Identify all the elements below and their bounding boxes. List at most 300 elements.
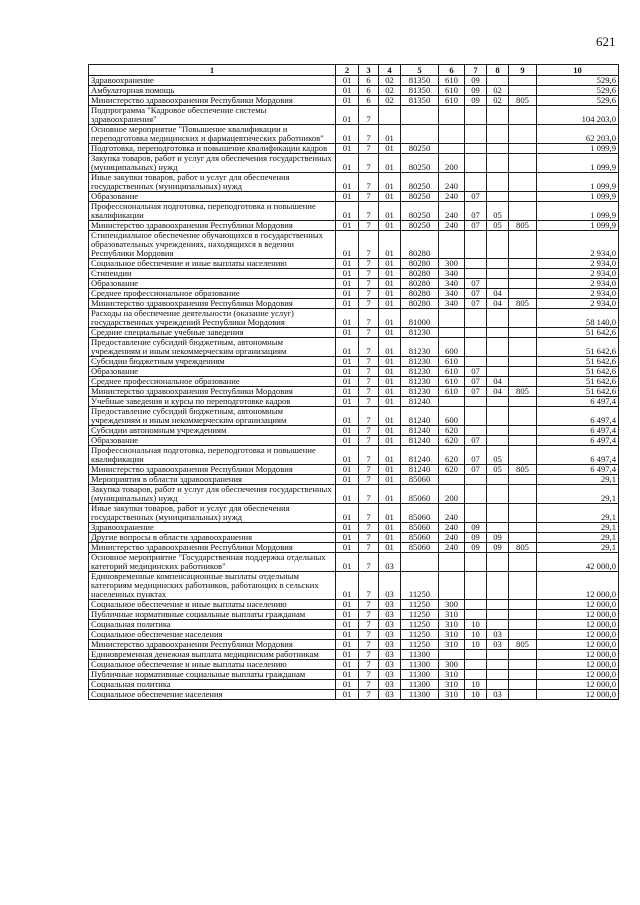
code-cell xyxy=(487,309,509,328)
code-cell: 01 xyxy=(336,426,359,436)
code-cell: 01 xyxy=(379,533,401,543)
item-name-cell: Министерство здравоохранения Республики Мордовия xyxy=(89,387,336,397)
code-cell: 805 xyxy=(509,96,537,106)
code-cell: 310 xyxy=(439,640,465,650)
table-row xyxy=(89,543,619,553)
code-cell xyxy=(487,76,509,86)
item-name-cell: Единовременные компенсационные выплаты отдельным категориям медицинских работников, работающих в сельских населенных пунктах xyxy=(89,572,336,600)
header-cell: 6 xyxy=(439,65,465,76)
code-cell: 7 xyxy=(359,553,379,572)
table-row xyxy=(89,690,619,700)
code-cell: 80280 xyxy=(401,259,439,269)
item-name-cell: Иные закупки товаров, работ и услуг для обеспечения государственных (муниципальных) нужд xyxy=(89,504,336,523)
code-cell xyxy=(487,620,509,630)
amount-cell: 29,1 xyxy=(537,504,619,523)
code-cell: 01 xyxy=(379,475,401,485)
code-cell xyxy=(509,192,537,202)
code-cell: 01 xyxy=(336,446,359,465)
code-cell: 240 xyxy=(439,192,465,202)
code-cell xyxy=(509,328,537,338)
item-name-cell: Амбулаторная помощь xyxy=(89,86,336,96)
code-cell xyxy=(509,436,537,446)
amount-cell: 2 934,0 xyxy=(537,269,619,279)
code-cell: 805 xyxy=(509,543,537,553)
code-cell xyxy=(465,259,487,269)
code-cell: 11300 xyxy=(401,670,439,680)
table-row xyxy=(89,523,619,533)
code-cell xyxy=(465,504,487,523)
code-cell: 01 xyxy=(336,144,359,154)
table-row xyxy=(89,600,619,610)
code-cell: 01 xyxy=(336,650,359,660)
code-cell: 01 xyxy=(379,192,401,202)
code-cell: 03 xyxy=(379,650,401,660)
amount-cell: 1 099,9 xyxy=(537,173,619,192)
code-cell: 01 xyxy=(336,154,359,173)
code-cell: 7 xyxy=(359,630,379,640)
table-row xyxy=(89,125,619,144)
code-cell: 200 xyxy=(439,485,465,504)
code-cell: 200 xyxy=(439,154,465,173)
amount-cell: 51 642,6 xyxy=(537,357,619,367)
code-cell: 7 xyxy=(359,192,379,202)
code-cell: 7 xyxy=(359,202,379,221)
amount-cell: 12 000,0 xyxy=(537,630,619,640)
code-cell xyxy=(487,259,509,269)
code-cell xyxy=(439,231,465,259)
code-cell: 85060 xyxy=(401,485,439,504)
table-row xyxy=(89,446,619,465)
item-name-cell: Расходы на обеспечение деятельности (оказание услуг) государственных учреждений Республики Мордовия xyxy=(89,309,336,328)
code-cell: 7 xyxy=(359,620,379,630)
item-name-cell: Социальное обеспечение населения xyxy=(89,690,336,700)
amount-cell: 1 099,9 xyxy=(537,154,619,173)
code-cell: 310 xyxy=(439,610,465,620)
code-cell: 805 xyxy=(509,299,537,309)
code-cell: 01 xyxy=(379,465,401,475)
code-cell: 01 xyxy=(379,154,401,173)
page-number: 621 xyxy=(596,34,616,49)
code-cell: 09 xyxy=(465,543,487,553)
code-cell: 03 xyxy=(379,572,401,600)
table-row xyxy=(89,76,619,86)
item-name-cell: Социальное обеспечение населения xyxy=(89,630,336,640)
code-cell xyxy=(487,485,509,504)
code-cell: 805 xyxy=(509,221,537,231)
code-cell: 620 xyxy=(439,446,465,465)
table-row xyxy=(89,680,619,690)
code-cell: 01 xyxy=(336,328,359,338)
code-cell xyxy=(509,269,537,279)
code-cell: 81240 xyxy=(401,397,439,407)
code-cell xyxy=(509,630,537,640)
code-cell: 01 xyxy=(379,377,401,387)
code-cell: 81230 xyxy=(401,328,439,338)
code-cell: 240 xyxy=(439,173,465,192)
table-row xyxy=(89,154,619,173)
table-row xyxy=(89,357,619,367)
code-cell: 80250 xyxy=(401,192,439,202)
code-cell: 7 xyxy=(359,299,379,309)
amount-cell: 2 934,0 xyxy=(537,259,619,269)
code-cell xyxy=(487,436,509,446)
code-cell: 340 xyxy=(439,289,465,299)
code-cell: 01 xyxy=(336,690,359,700)
item-name-cell: Предоставление субсидий бюджетным, автономным учреждениям и иным некоммерческим организациям xyxy=(89,407,336,426)
amount-cell: 1 099,9 xyxy=(537,202,619,221)
header-cell: 1 xyxy=(89,65,336,76)
code-cell: 80280 xyxy=(401,231,439,259)
code-cell: 300 xyxy=(439,600,465,610)
code-cell: 02 xyxy=(379,96,401,106)
code-cell xyxy=(487,269,509,279)
amount-cell: 12 000,0 xyxy=(537,572,619,600)
code-cell xyxy=(465,328,487,338)
item-name-cell: Субсидии бюджетным учреждениям xyxy=(89,357,336,367)
code-cell: 7 xyxy=(359,690,379,700)
code-cell: 01 xyxy=(336,387,359,397)
code-cell: 01 xyxy=(379,485,401,504)
amount-cell: 529,6 xyxy=(537,96,619,106)
code-cell: 01 xyxy=(336,543,359,553)
code-cell: 01 xyxy=(336,407,359,426)
code-cell: 11250 xyxy=(401,630,439,640)
code-cell xyxy=(509,446,537,465)
code-cell xyxy=(509,670,537,680)
code-cell xyxy=(509,610,537,620)
code-cell: 81240 xyxy=(401,436,439,446)
item-name-cell: Здравоохранение xyxy=(89,76,336,86)
code-cell: 7 xyxy=(359,259,379,269)
code-cell xyxy=(487,357,509,367)
code-cell: 07 xyxy=(465,387,487,397)
code-cell: 80280 xyxy=(401,269,439,279)
code-cell: 01 xyxy=(379,269,401,279)
item-name-cell: Профессиональная подготовка, переподготовка и повышение квалификации xyxy=(89,202,336,221)
amount-cell: 29,1 xyxy=(537,475,619,485)
code-cell xyxy=(465,650,487,660)
code-cell xyxy=(509,86,537,96)
table-header-row xyxy=(89,65,619,76)
code-cell xyxy=(379,106,401,125)
code-cell xyxy=(465,397,487,407)
code-cell xyxy=(465,357,487,367)
code-cell: 7 xyxy=(359,426,379,436)
code-cell xyxy=(487,475,509,485)
amount-cell: 529,6 xyxy=(537,86,619,96)
amount-cell: 6 497,4 xyxy=(537,407,619,426)
code-cell xyxy=(509,660,537,670)
code-cell: 01 xyxy=(336,299,359,309)
table-row xyxy=(89,660,619,670)
table-row xyxy=(89,367,619,377)
code-cell: 81230 xyxy=(401,338,439,357)
code-cell xyxy=(487,279,509,289)
code-cell: 09 xyxy=(465,96,487,106)
item-name-cell: Учебные заведения и курсы по переподготовке кадров xyxy=(89,397,336,407)
code-cell: 610 xyxy=(439,377,465,387)
amount-cell: 51 642,6 xyxy=(537,328,619,338)
code-cell: 7 xyxy=(359,465,379,475)
code-cell: 03 xyxy=(379,640,401,650)
code-cell xyxy=(465,670,487,680)
table-row xyxy=(89,426,619,436)
code-cell xyxy=(465,106,487,125)
code-cell: 01 xyxy=(336,106,359,125)
code-cell: 01 xyxy=(336,125,359,144)
table-row xyxy=(89,465,619,475)
code-cell: 07 xyxy=(465,377,487,387)
code-cell: 7 xyxy=(359,523,379,533)
code-cell xyxy=(439,572,465,600)
code-cell xyxy=(439,328,465,338)
code-cell: 01 xyxy=(336,504,359,523)
code-cell: 610 xyxy=(439,357,465,367)
table-row xyxy=(89,610,619,620)
table-row xyxy=(89,504,619,523)
item-name-cell: Среднее профессиональное образование xyxy=(89,289,336,299)
table-row xyxy=(89,279,619,289)
code-cell: 7 xyxy=(359,446,379,465)
code-cell xyxy=(509,650,537,660)
code-cell: 01 xyxy=(336,572,359,600)
code-cell: 09 xyxy=(465,76,487,86)
table-row xyxy=(89,289,619,299)
code-cell: 01 xyxy=(379,338,401,357)
code-cell: 85060 xyxy=(401,543,439,553)
code-cell: 81230 xyxy=(401,377,439,387)
code-cell xyxy=(509,289,537,299)
code-cell: 09 xyxy=(465,533,487,543)
code-cell: 6 xyxy=(359,96,379,106)
table-row xyxy=(89,485,619,504)
code-cell: 03 xyxy=(487,690,509,700)
code-cell xyxy=(487,192,509,202)
code-cell: 240 xyxy=(439,523,465,533)
amount-cell: 12 000,0 xyxy=(537,690,619,700)
code-cell: 01 xyxy=(336,279,359,289)
code-cell xyxy=(487,407,509,426)
code-cell xyxy=(465,610,487,620)
code-cell: 80250 xyxy=(401,154,439,173)
item-name-cell: Министерство здравоохранения Республики Мордовия xyxy=(89,299,336,309)
code-cell: 01 xyxy=(379,436,401,446)
code-cell: 07 xyxy=(465,299,487,309)
code-cell: 03 xyxy=(379,600,401,610)
code-cell: 07 xyxy=(465,367,487,377)
code-cell xyxy=(509,154,537,173)
code-cell: 310 xyxy=(439,630,465,640)
code-cell xyxy=(401,553,439,572)
code-cell xyxy=(465,407,487,426)
table-row xyxy=(89,630,619,640)
code-cell: 7 xyxy=(359,504,379,523)
code-cell xyxy=(439,397,465,407)
code-cell xyxy=(487,660,509,670)
code-cell: 805 xyxy=(509,387,537,397)
code-cell: 10 xyxy=(465,680,487,690)
amount-cell: 1 099,9 xyxy=(537,192,619,202)
code-cell: 81230 xyxy=(401,367,439,377)
amount-cell: 6 497,4 xyxy=(537,426,619,436)
code-cell xyxy=(509,533,537,543)
code-cell: 11250 xyxy=(401,572,439,600)
code-cell: 01 xyxy=(336,533,359,543)
header-cell: 2 xyxy=(336,65,359,76)
item-name-cell: Предоставление субсидий бюджетным, автономным учреждениям и иным некоммерческим организациям xyxy=(89,338,336,357)
table-row xyxy=(89,475,619,485)
code-cell xyxy=(509,620,537,630)
code-cell xyxy=(487,338,509,357)
table-row xyxy=(89,407,619,426)
code-cell: 7 xyxy=(359,660,379,670)
table-row xyxy=(89,269,619,279)
code-cell: 7 xyxy=(359,610,379,620)
code-cell xyxy=(509,106,537,125)
code-cell: 07 xyxy=(465,279,487,289)
code-cell: 10 xyxy=(465,640,487,650)
table-row xyxy=(89,620,619,630)
code-cell: 04 xyxy=(487,299,509,309)
item-name-cell: Субсидии автономным учреждениям xyxy=(89,426,336,436)
code-cell xyxy=(465,485,487,504)
code-cell: 80250 xyxy=(401,221,439,231)
code-cell: 07 xyxy=(465,202,487,221)
code-cell xyxy=(487,670,509,680)
code-cell: 01 xyxy=(379,397,401,407)
code-cell: 03 xyxy=(379,690,401,700)
amount-cell: 12 000,0 xyxy=(537,610,619,620)
code-cell: 610 xyxy=(439,367,465,377)
code-cell: 240 xyxy=(439,504,465,523)
code-cell xyxy=(401,125,439,144)
code-cell: 01 xyxy=(336,338,359,357)
code-cell: 03 xyxy=(379,630,401,640)
code-cell: 81000 xyxy=(401,309,439,328)
item-name-cell: Профессиональная подготовка, переподготовка и повышение квалификации xyxy=(89,446,336,465)
amount-cell: 12 000,0 xyxy=(537,620,619,630)
code-cell: 05 xyxy=(487,465,509,475)
code-cell: 01 xyxy=(379,279,401,289)
code-cell: 10 xyxy=(465,630,487,640)
code-cell: 80250 xyxy=(401,144,439,154)
amount-cell: 42 000,0 xyxy=(537,553,619,572)
code-cell: 7 xyxy=(359,125,379,144)
item-name-cell: Публичные нормативные социальные выплаты гражданам xyxy=(89,670,336,680)
code-cell: 610 xyxy=(439,76,465,86)
code-cell xyxy=(509,76,537,86)
code-cell: 04 xyxy=(487,387,509,397)
table-row xyxy=(89,309,619,328)
table-row xyxy=(89,650,619,660)
code-cell: 340 xyxy=(439,299,465,309)
code-cell xyxy=(509,125,537,144)
code-cell xyxy=(509,357,537,367)
code-cell: 11300 xyxy=(401,690,439,700)
code-cell: 01 xyxy=(336,192,359,202)
table-row xyxy=(89,397,619,407)
code-cell: 05 xyxy=(487,446,509,465)
code-cell xyxy=(509,426,537,436)
code-cell xyxy=(439,553,465,572)
code-cell: 11250 xyxy=(401,610,439,620)
code-cell xyxy=(487,173,509,192)
item-name-cell: Министерство здравоохранения Республики Мордовия xyxy=(89,465,336,475)
code-cell xyxy=(465,231,487,259)
item-name-cell: Образование xyxy=(89,436,336,446)
code-cell: 01 xyxy=(336,485,359,504)
amount-cell: 2 934,0 xyxy=(537,299,619,309)
item-name-cell: Закупка товаров, работ и услуг для обеспечения государственных (муниципальных) нужд xyxy=(89,154,336,173)
code-cell xyxy=(509,377,537,387)
table-row xyxy=(89,96,619,106)
amount-cell: 2 934,0 xyxy=(537,279,619,289)
code-cell xyxy=(439,106,465,125)
code-cell: 01 xyxy=(336,231,359,259)
table-row xyxy=(89,338,619,357)
code-cell: 81230 xyxy=(401,387,439,397)
code-cell: 81240 xyxy=(401,465,439,475)
code-cell: 7 xyxy=(359,338,379,357)
code-cell: 81350 xyxy=(401,96,439,106)
code-cell: 01 xyxy=(336,357,359,367)
code-cell xyxy=(487,426,509,436)
amount-cell: 29,1 xyxy=(537,523,619,533)
code-cell: 240 xyxy=(439,221,465,231)
header-cell: 5 xyxy=(401,65,439,76)
code-cell: 81240 xyxy=(401,426,439,436)
code-cell xyxy=(509,504,537,523)
code-cell: 01 xyxy=(379,221,401,231)
code-cell: 805 xyxy=(509,465,537,475)
code-cell xyxy=(487,144,509,154)
code-cell: 11300 xyxy=(401,660,439,670)
code-cell: 310 xyxy=(439,690,465,700)
item-name-cell: Образование xyxy=(89,367,336,377)
code-cell: 7 xyxy=(359,144,379,154)
code-cell: 02 xyxy=(379,86,401,96)
header-cell: 9 xyxy=(509,65,537,76)
code-cell: 02 xyxy=(487,96,509,106)
code-cell: 09 xyxy=(487,543,509,553)
amount-cell: 12 000,0 xyxy=(537,650,619,660)
code-cell xyxy=(439,144,465,154)
table-row xyxy=(89,144,619,154)
code-cell xyxy=(465,553,487,572)
code-cell: 01 xyxy=(336,465,359,475)
code-cell xyxy=(487,106,509,125)
item-name-cell: Средние специальные учебные заведения xyxy=(89,328,336,338)
code-cell: 80280 xyxy=(401,289,439,299)
table-row xyxy=(89,572,619,600)
code-cell: 01 xyxy=(336,367,359,377)
code-cell: 01 xyxy=(379,523,401,533)
code-cell xyxy=(465,173,487,192)
amount-cell: 12 000,0 xyxy=(537,640,619,650)
code-cell xyxy=(439,309,465,328)
code-cell: 7 xyxy=(359,572,379,600)
code-cell: 01 xyxy=(379,202,401,221)
budget-table xyxy=(88,64,619,700)
code-cell: 7 xyxy=(359,357,379,367)
amount-cell: 12 000,0 xyxy=(537,660,619,670)
code-cell: 01 xyxy=(379,144,401,154)
code-cell xyxy=(465,338,487,357)
code-cell: 01 xyxy=(379,328,401,338)
code-cell: 300 xyxy=(439,259,465,269)
table-row xyxy=(89,640,619,650)
code-cell: 6 xyxy=(359,86,379,96)
